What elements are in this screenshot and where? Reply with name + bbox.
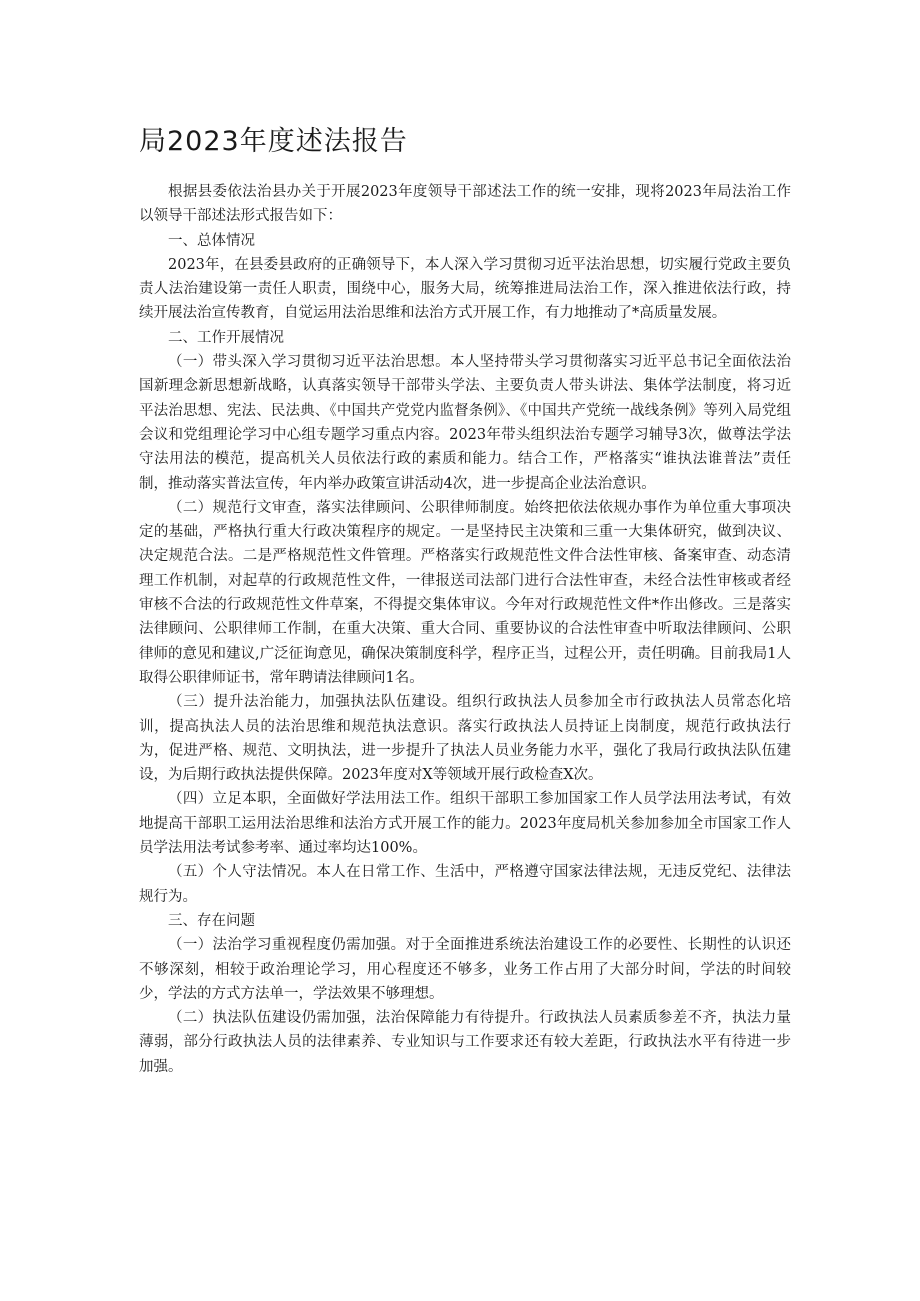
overview-paragraph: 2023年，在县委县政府的正确领导下，本人深入学习贯彻习近平法治思想，切实履行党政主要负责人法治建设第一责任人职责，围绕中心，服务大局，统筹推进局法治工作，深入推进依法行政，持续开展法治宣传教育，自觉运用法治思维和法治方式开展工作，有力地推动了*高质量发展。 xyxy=(139,256,791,322)
section-heading-overview: 一、总体情况 xyxy=(168,232,255,249)
intro-paragraph: 根据县委依法治县办关于开展2023年度领导干部述法工作的统一安排，现将2023年局法治工作以领导干部述法形式报告如下： xyxy=(139,184,791,225)
problem-paragraph-1: （一）法治学习重视程度仍需加强。对于全面推进系统法治建设工作的必要性、长期性的认识还不够深刻，相较于政治理论学习，用心程度还不够多，业务工作占用了大部分时间，学法的时间较少，学法的方式方法单一，学法效果不够理想。 xyxy=(139,937,791,1002)
work-paragraph-3: （三）提升法治能力，加强执法队伍建设。组织行政执法人员参加全市行政执法人员常态化培训，提高执法人员的法治思维和规范执法意识。落实行政执法人员持证上岗制度，规范行政执法行为，促进严格、规范、文明执法，进一步提升了执法人员业务能力水平，强化了我局行政执法队伍建设，为后期行政执法提供保障。2023年度对X等领域开展行政检查X次。 xyxy=(139,694,791,784)
work-paragraph-1: （一）带头深入学习贯彻习近平法治思想。本人坚持带头学习贯彻落实习近平总书记全面依法治国新理念新思想新战略，认真落实领导干部带头学法、主要负责人带头讲法、集体学法制度，将习近平法治思想、宪法、民法典、《中国共产党党内监督条例》、《中国共产党统一战线条例》等列入局党组会议和党组理论学习中心组专题学习重点内容。2023年带头组织法治专题学习辅导3次，做尊法学法守法用法的模范，提高机关人员依法行政的素质和能力。结合工作，严格落实“谁执法谁普法”责任制，推动落实普法宣传，年内举办政策宣讲活动4次，进一步提高企业法治意识。 xyxy=(139,354,791,492)
work-paragraph-4: （四）立足本职，全面做好学法用法工作。组织干部职工参加国家工作人员学法用法考试，有效地提高干部职工运用法治思维和法治方式开展工作的能力。2023年度局机关参加参加全市国家工作人员学法用法考试参考率、通过率均达100%。 xyxy=(139,791,791,857)
problem-paragraph-2: （二）执法队伍建设仍需加强，法治保障能力有待提升。行政执法人员素质参差不齐，执法力量薄弱，部分行政执法人员的法律素养、专业知识与工作要求还有较大差距，行政执法水平有待进一步加强。 xyxy=(139,1010,791,1075)
page-title: 局2023年度述法报告 xyxy=(139,126,408,157)
work-paragraph-5: （五）个人守法情况。本人在日常工作、生活中，严格遵守国家法律法规，无违反党纪、法律法规行为。 xyxy=(139,864,791,905)
section-heading-problems: 三、存在问题 xyxy=(168,912,255,929)
section-heading-work: 二、工作开展情况 xyxy=(168,329,284,346)
document-body xyxy=(139,180,791,1079)
work-paragraph-2: （二）规范行文审查，落实法律顾问、公职律师制度。始终把依法依规办事作为单位重大事项决定的基础，严格执行重大行政决策程序的规定。一是坚持民主决策和三重一大集体研究，做到决议、决定规范合法。二是严格规范性文件管理。严格落实行政规范性文件合法性审核、备案审查、动态清理工作机制，对起草的行政规范性文件，一律报送司法部门进行合法性审查，未经合法性审核或者经审核不合法的行政规范性文件草案，不得提交集体审议。今年对行政规范性文件*作出修改。三是落实法律顾问、公职律师工作制，在重大决策、重大合同、重要协议的合法性审查中听取法律顾问、公职律师的意见和建议,广泛征询意见，确保决策制度科学，程序正当，过程公开，责任明确。目前我局1人取得公职律师证书，常年聘请法律顾问1名。 xyxy=(139,499,791,686)
